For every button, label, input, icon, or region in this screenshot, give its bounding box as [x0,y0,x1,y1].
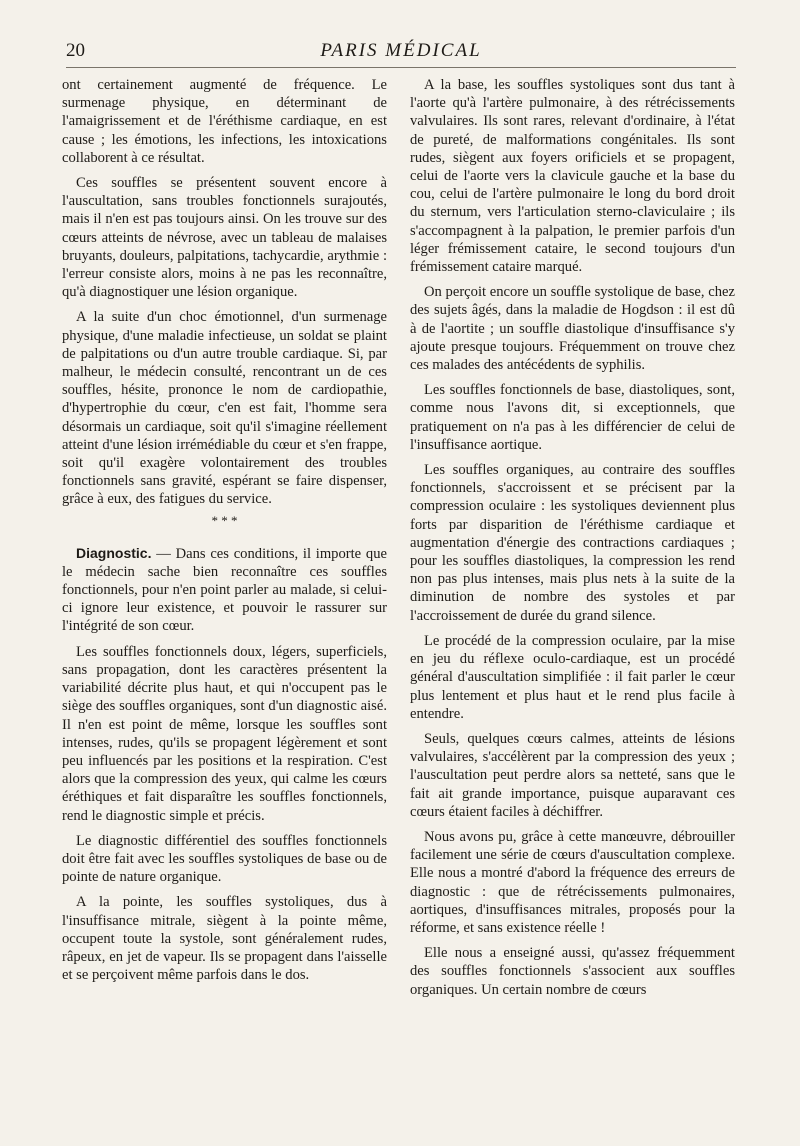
section-heading: Diagnostic. [76,544,152,561]
paragraph: Les souffles fonctionnels doux, légers, superficiels, sans propagation, dont les caractères présentent la variabilité décrite plus haut, et qui n'occupent pas le siège des souffles organiques, sont d'un diagnostic aisé. Il n'en est point de même, lorsque les souffles sont intenses, rudes, qu'ils se propagent légèrement et sont peu influencés par les positions et la respiration. C'est alors que la compression des yeux, qui calme les cœurs éréthiques et fait disparaître les souffles fonctionnels, rend le diagnostic simple et précis. [62,643,387,824]
paragraph: ont certainement augmenté de fréquence. Le surmenage physique, en déterminant de l'amaigrissement et de l'éréthisme cardiaque, en est cause ; les émotions, les infections, les intoxications collaborent à ce résultat. [62,77,387,166]
paragraph: A la pointe, les souffles systoliques, dus à l'insuffisance mitrale, siègent à la pointe même, occupent toute la systole, sont généralement rudes, râpeux, en jet de vapeur. Ils se propagent dans l'aisselle et se perçoivent même parfois dans le dos. [62,894,387,984]
right-column [410,76,735,1006]
page-header [66,40,736,66]
section-separator: * * * [211,512,238,528]
paragraph: Le procédé de la compression oculaire, par la mise en jeu du réflexe oculo-cardiaque, est un procédé général d'auscultation simplifiée : il fait parler le cœur plus lentement et plus haut et le rend plus facile à entendre. [410,632,735,722]
header-rule [66,67,736,68]
paragraph: On perçoit encore un souffle systolique de base, chez des sujets âgés, dans la maladie de Hogdson : il est dû à de l'aortite ; un souffle diastolique d'insuffisance s'y ajoute presque toujours. Fréquemment on trouve chez ces malades des antécédents de syphilis. [410,284,735,374]
paragraph-text: — Dans ces conditions, il importe que le médecin sache bien reconnaître ces souffles fonctionnels, pour n'en point parler au malade, si celui-ci ignore leur existence, et pouvoir le rassurer sur l'intégrité de son cœur. [62,545,387,635]
paragraph: Les souffles fonctionnels de base, diastoliques, sont, comme nous l'avons dit, si exceptionnels, que pratiquement on n'a pas à les différencier de celui de l'insuffisance aortique. [410,382,735,453]
left-column [62,76,387,991]
paragraph: Le diagnostic différentiel des souffles fonctionnels doit être fait avec les souffles systoliques de base ou de pointe de nature organique. [62,832,387,886]
paragraph: Elle nous a enseigné aussi, qu'assez fréquemment des souffles fonctionnels s'associent aux souffles organiques. Un certain nombre de cœurs [410,945,735,998]
paragraph [62,544,387,636]
paragraph: Les souffles organiques, au contraire des souffles fonctionnels, s'accroissent et se précisent par la compression oculaire : les systoliques deviennent plus forts par disparition de l'éréthisme cardiaque et augmentation d'énergie des contractions cardiaques ; pour les souffles diastoliques, la compression les rend non pas plus intenses, mais plus nets à la suite de la diminution de nombre des systoles et par l'accroissement de durée du grand silence. [410,462,735,624]
page-number: 20 [66,40,85,61]
paragraph: A la suite d'un choc émotionnel, d'un surmenage physique, d'une maladie infectieuse, un soldat se plaint de palpitations ou d'un autre trouble cardiaque. Si, par malheur, le médecin consulté, rencontrant un de ces souffles, hésite, prononce le nom de cardiopathie, d'hypertrophie du cœur, c'en est fait, l'homme sera désormais un cardiaque, soit qu'il s'imagine réellement atteint d'une lésion irrémédiable du cœur et s'en frappe, soit qu'il exagère volontairement des troubles fonctionnels sans gravité, espérant se faire dispenser, grâce à eux, des fatigues du service. [62,309,387,508]
paragraph: Nous avons pu, grâce à cette manœuvre, débrouiller facilement une série de cœurs d'auscultation complexe. Elle nous a montré d'abord la fréquence des erreurs de diagnostic : que de rétrécissements pulmonaires, aortiques, d'insuffisances mitrales, proposés pour la réforme, et sans existence réelle ! [410,828,735,936]
paragraph: Ces souffles se présentent souvent encore à l'auscultation, sans troubles fonctionnels surajoutés, mais il n'en est pas toujours ainsi. On les trouve sur des cœurs atteints de névrose, avec un tableau de malaises bruyants, douleurs, palpitations, tachycardie, arythmie : l'erreur consiste alors, moins à ne pas les reconnaître, qu'à diagnostiquer une lésion organique. [62,175,387,301]
running-title: PARIS MÉDICAL [320,40,482,61]
paragraph: Seuls, quelques cœurs calmes, atteints de lésions valvulaires, s'accélèrent par la compression des yeux ; l'auscultation peut perdre alors sa netteté, sans que le fait ait grande importance, puisque auparavant ces cœurs étaient faciles à déchiffrer. [410,730,735,820]
paragraph: A la base, les souffles systoliques sont dus tant à l'aorte qu'à l'artère pulmonaire, à des rétrécissements valvulaires. Ils sont rares, relevant d'ordinaire, à l'état de pureté, de malformations congénitales. Ils sont rudes, siègent aux foyers orificiels et se propagent, celui de l'aorte vers la clavicule gauche et la base du cou, celui de l'artère pulmonaire le long du bord droit du sternum, vers l'articulation sterno-claviculaire ; ils s'accompagnent à la palpation, le premier parfois d'un léger frémissement cataire, le second toujours d'un frémissement cataire marqué. [410,77,735,276]
